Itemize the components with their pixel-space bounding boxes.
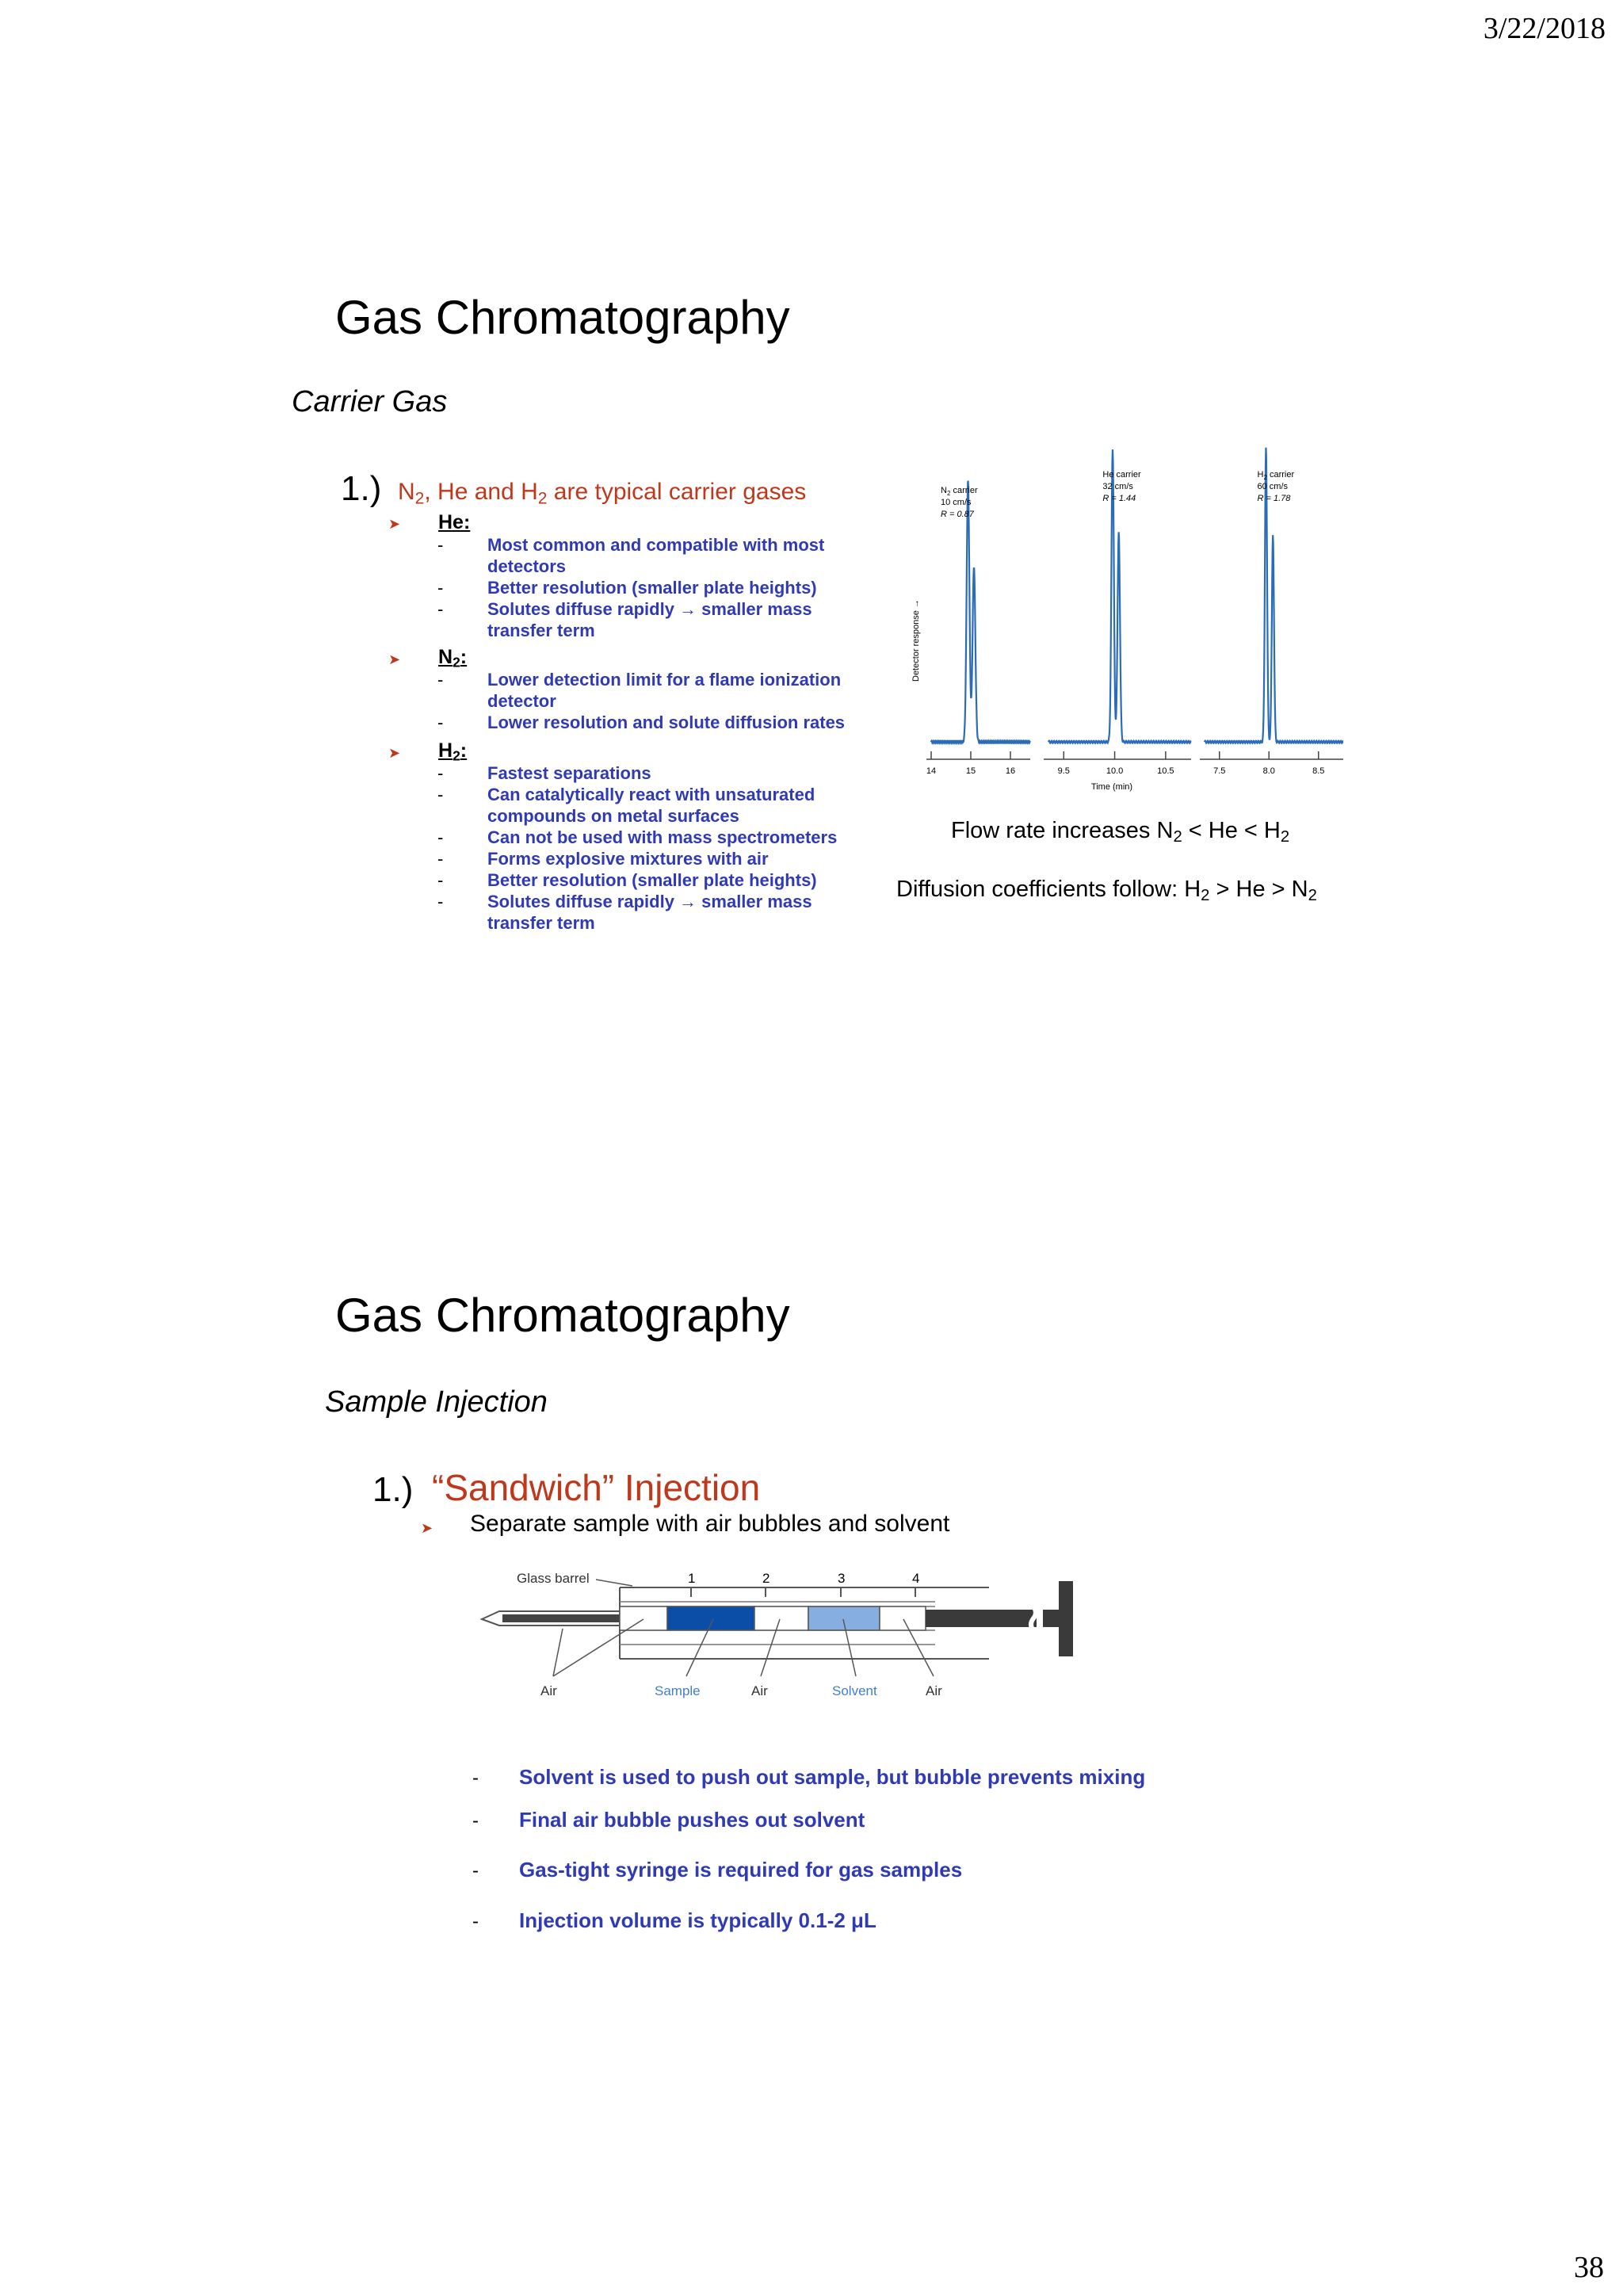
slide2-item-heading: “Sandwich” Injection (432, 1467, 761, 1508)
slide2-bullet: Separate sample with air bubbles and solvent (470, 1511, 950, 1537)
x-tick-label: 7.5 (1213, 766, 1226, 776)
panel-label: 60 cm/s (1257, 482, 1289, 491)
barrel-scale (688, 1571, 919, 1597)
x-tick-label: 8.0 (1262, 766, 1275, 776)
list-item: - Fastest separations (437, 763, 651, 783)
bullet-arrow-icon: ➤ (388, 651, 401, 667)
chromatogram-trace (1205, 448, 1343, 743)
list-item: - Better resolution (smaller plate heights) (437, 870, 817, 890)
h2-label: $H_2$: (438, 739, 468, 764)
he-list (437, 534, 824, 641)
page-number: 38 (1574, 2251, 1604, 2284)
panel-label: 32 cm/s (1102, 482, 1133, 491)
list-item: detectors (487, 556, 567, 576)
scale-mark: 2 (762, 1571, 770, 1586)
slide2-item-number: 1.) (372, 1470, 414, 1509)
diffusion-caption: Diffusion coefficients follow: $H_2 > He > N_2$ (896, 877, 1317, 905)
list-item: - Lower detection limit for a flame ionization (437, 670, 842, 690)
list-item: - Solutes diffuse rapidly → smaller mass (437, 892, 812, 911)
flow-rate-caption: Flow rate increases $N_2 < He < H_2$ (951, 818, 1290, 846)
scale-mark: 4 (912, 1571, 920, 1586)
list-item: - Solutes diffuse rapidly → smaller mass (437, 599, 812, 619)
list-item: transfer term (487, 621, 595, 640)
x-tick-label: 10.0 (1106, 766, 1124, 776)
slide1-item-number: 1.) (341, 469, 382, 508)
list-item: - Forms explosive mixtures with air (437, 849, 769, 869)
x-tick-label: 15 (965, 766, 976, 776)
list-item: compounds on metal surfaces (487, 806, 739, 826)
he-label: He: (438, 511, 471, 533)
date: 3/22/2018 (1483, 12, 1606, 45)
sample-segment (667, 1606, 754, 1630)
slide1-item-heading: $N_2$, He and $H_2$ are typical carrier gases (398, 479, 807, 508)
solvent-segment (808, 1606, 880, 1630)
list-item: - Lower resolution and solute diffusion rates (437, 712, 846, 732)
barrel-label: Glass barrel (517, 1571, 590, 1586)
injection-point: Injection volume is typically 0.1-2 μL (519, 1908, 876, 1932)
syringe-diagram (475, 1557, 1109, 1708)
sample-label: Sample (655, 1683, 701, 1698)
x-axis-label: Time (min) (1090, 782, 1133, 792)
air-label: Air (751, 1683, 768, 1698)
syringe-needle (482, 1611, 620, 1626)
panel-label: R = 1.44 (1102, 494, 1136, 503)
bullet-arrow-icon: ➤ (388, 745, 401, 761)
slide1-section: Carrier Gas (292, 385, 448, 418)
air-segment (880, 1606, 926, 1630)
panel-label: He carrier (1102, 470, 1141, 479)
h2-list (437, 762, 837, 934)
solvent-label: Solvent (832, 1683, 877, 1698)
scale-mark: 3 (838, 1571, 846, 1586)
list-item: - Can not be used with mass spectrometers (437, 827, 838, 847)
x-tick-label: 10.5 (1157, 766, 1174, 776)
chromatogram-chart (899, 428, 1343, 800)
y-axis-label: Detector response → (911, 599, 921, 682)
n2-label: $N_2$: (438, 646, 468, 670)
scale-mark: 1 (688, 1571, 696, 1586)
air-label: Air (926, 1683, 942, 1698)
chromatogram-trace (931, 481, 1030, 743)
list-item: - Can catalytically react with unsaturated (437, 785, 815, 804)
injection-point: Gas-tight syringe is required for gas samples (519, 1858, 963, 1881)
list-item: detector (487, 691, 556, 711)
x-tick-label: 9.5 (1057, 766, 1070, 776)
slide1-title: Gas Chromatography (335, 291, 790, 344)
panel-label: 10 cm/s (941, 498, 972, 507)
list-item: transfer term (487, 913, 595, 933)
list-item: - Most common and compatible with most (437, 535, 825, 555)
n2-list (437, 669, 845, 733)
panel-label: R = 1.78 (1257, 494, 1291, 503)
air-segment (620, 1606, 667, 1630)
x-tick-label: 14 (926, 766, 937, 776)
x-tick-label: 8.5 (1312, 766, 1325, 776)
x-tick-label: 16 (1005, 766, 1016, 776)
injection-point: Solvent is used to push out sample, but bubble prevents mixing (519, 1765, 1146, 1789)
injection-point: Final air bubble pushes out solvent (519, 1808, 865, 1832)
bullet-arrow-icon: ➤ (421, 1520, 433, 1536)
air-label: Air (540, 1683, 557, 1698)
bullet-arrow-icon: ➤ (388, 516, 401, 532)
air-segment (754, 1606, 808, 1630)
slide2-section: Sample Injection (325, 1385, 548, 1419)
slide2-title: Gas Chromatography (335, 1289, 790, 1342)
list-item: - Better resolution (smaller plate heights) (437, 578, 817, 598)
syringe-plunger (926, 1581, 1073, 1656)
panel-label: $H_2$ carrier (1257, 470, 1295, 481)
panel-label: R = 0.87 (941, 510, 974, 519)
panel-label: $N_2$ carrier (941, 486, 978, 497)
